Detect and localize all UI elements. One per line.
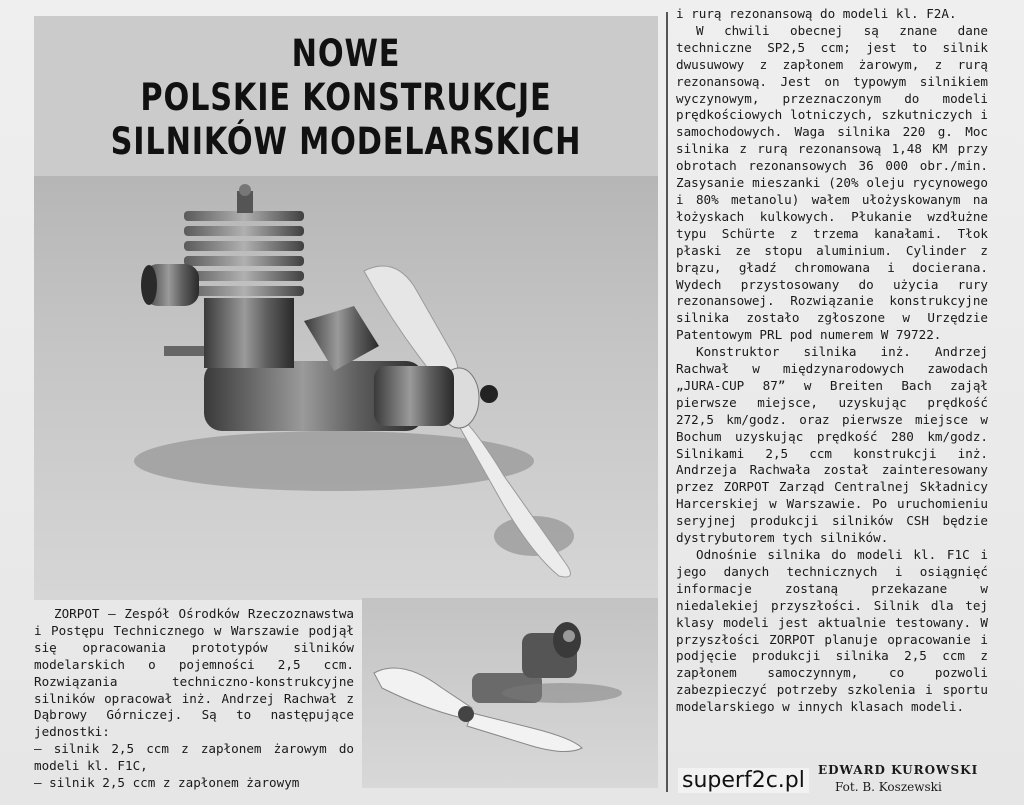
engine-photo-small <box>362 598 658 788</box>
engine-photo-main <box>34 176 658 600</box>
column-divider <box>666 12 668 792</box>
photo-credit: Fot. B. Koszewski <box>835 780 942 794</box>
left-list-item-1: — silnik 2,5 ccm z zapłonem żarowym do modeli kl. F1C, <box>34 741 354 774</box>
headline-line-2: POLSKIE KONSTRUKCJE <box>140 76 552 119</box>
right-paragraph-1: i rurą rezonansową do modeli kl. F2A. <box>676 6 957 21</box>
engine-with-propeller-illustration <box>362 598 658 788</box>
right-column-text <box>676 6 988 716</box>
author-name: EDWARD KUROWSKI <box>818 763 979 777</box>
right-paragraph-3: Konstruktor silnika inż. Andrzej Rachwał w międzynarodowych zawodach „JURA-CUP 87” w Breiten Bach zajął pierwsze miejsce, uzyskując prędkość 272,5 km/godz. oraz pierwsze miejsce w Bochum uzyskując prędkość 280 km/godz. Silnikami 2,5 ccm konstrukcji inż. Andrzeja Rachwała został zainteresowany przez ZORPOT Zarząd Centralnej Składnicy Harcerskiej w Warszawie. Po uruchomieniu seryjnej produkcji silników CSH będzie dystrybutorem tych silników. <box>676 344 988 546</box>
site-watermark: superf2c.pl <box>678 768 809 793</box>
engine-illustration <box>34 176 658 600</box>
left-paragraph-1: ZORPOT — Zespół Ośrodków Rzeczoznawstwa i Postępu Technicznego w Warszawie podjął się opracowania prototypów silników modelarskich o pojemności 2,5 ccm. Rozwiązania techniczno-konstrukcyjne silników opracował inż. Andrzej Rachwał z Dąbrowy Górniczej. Są to następujące jednostki: <box>34 606 354 740</box>
right-paragraph-2: W chwili obecnej są znane dane techniczne SP2,5 ccm; jest to silnik dwusuwowy z zapłonem żarowym, z rurą rezonansową. Jest on typowym silnikiem wyczynowym, przeznaczonym do modeli prędkościowych lotniczych, szkutniczych i samochodowych. Waga silnika 220 g. Moc silnika z rurą rezonansową 1,48 KM przy obrotach rezonansowych 36 000 obr./min. Zasysanie mieszanki (20% oleju rycynowego i 80% metanolu) wałem ułożyskowanym na łożyskach kulkowych. Płukanie wzdłużne typu Schürte z trzema kanałami. Tłok płaski ze stopu aluminium. Cylinder z brązu, gładź chromowana i docierana. Wydech przystosowany do użycia rury rezonansowej. Rozwiązanie konstrukcyjne silnika zostało zgłoszone w Urzędzie Patentowym PRL pod numerem W 79722. <box>676 22 988 343</box>
left-column-text <box>34 606 354 792</box>
left-list-item-2: — silnik 2,5 ccm z zapłonem żarowym <box>34 775 300 791</box>
headline-line-1: NOWE <box>291 32 401 75</box>
article-headline <box>90 32 602 164</box>
headline-band <box>34 16 658 176</box>
headline-line-3: SILNIKÓW MODELARSKICH <box>110 120 582 163</box>
right-paragraph-4: Odnośnie silnika do modeli kl. F1C i jego danych technicznych i osiągnięć informacje zostaną przekazane w niedalekiej przyszłości. Silnik dla tej klasy modeli jest aktualnie testowany. W przyszłości ZORPOT planuje opracowanie i podjęcie produkcji silnika 2,5 ccm z zapłonem samoczynnym, co pozwoli zabezpieczyć potrzeby szkolenia i sportu modelarskiego w innych klasach modeli. <box>676 547 988 715</box>
